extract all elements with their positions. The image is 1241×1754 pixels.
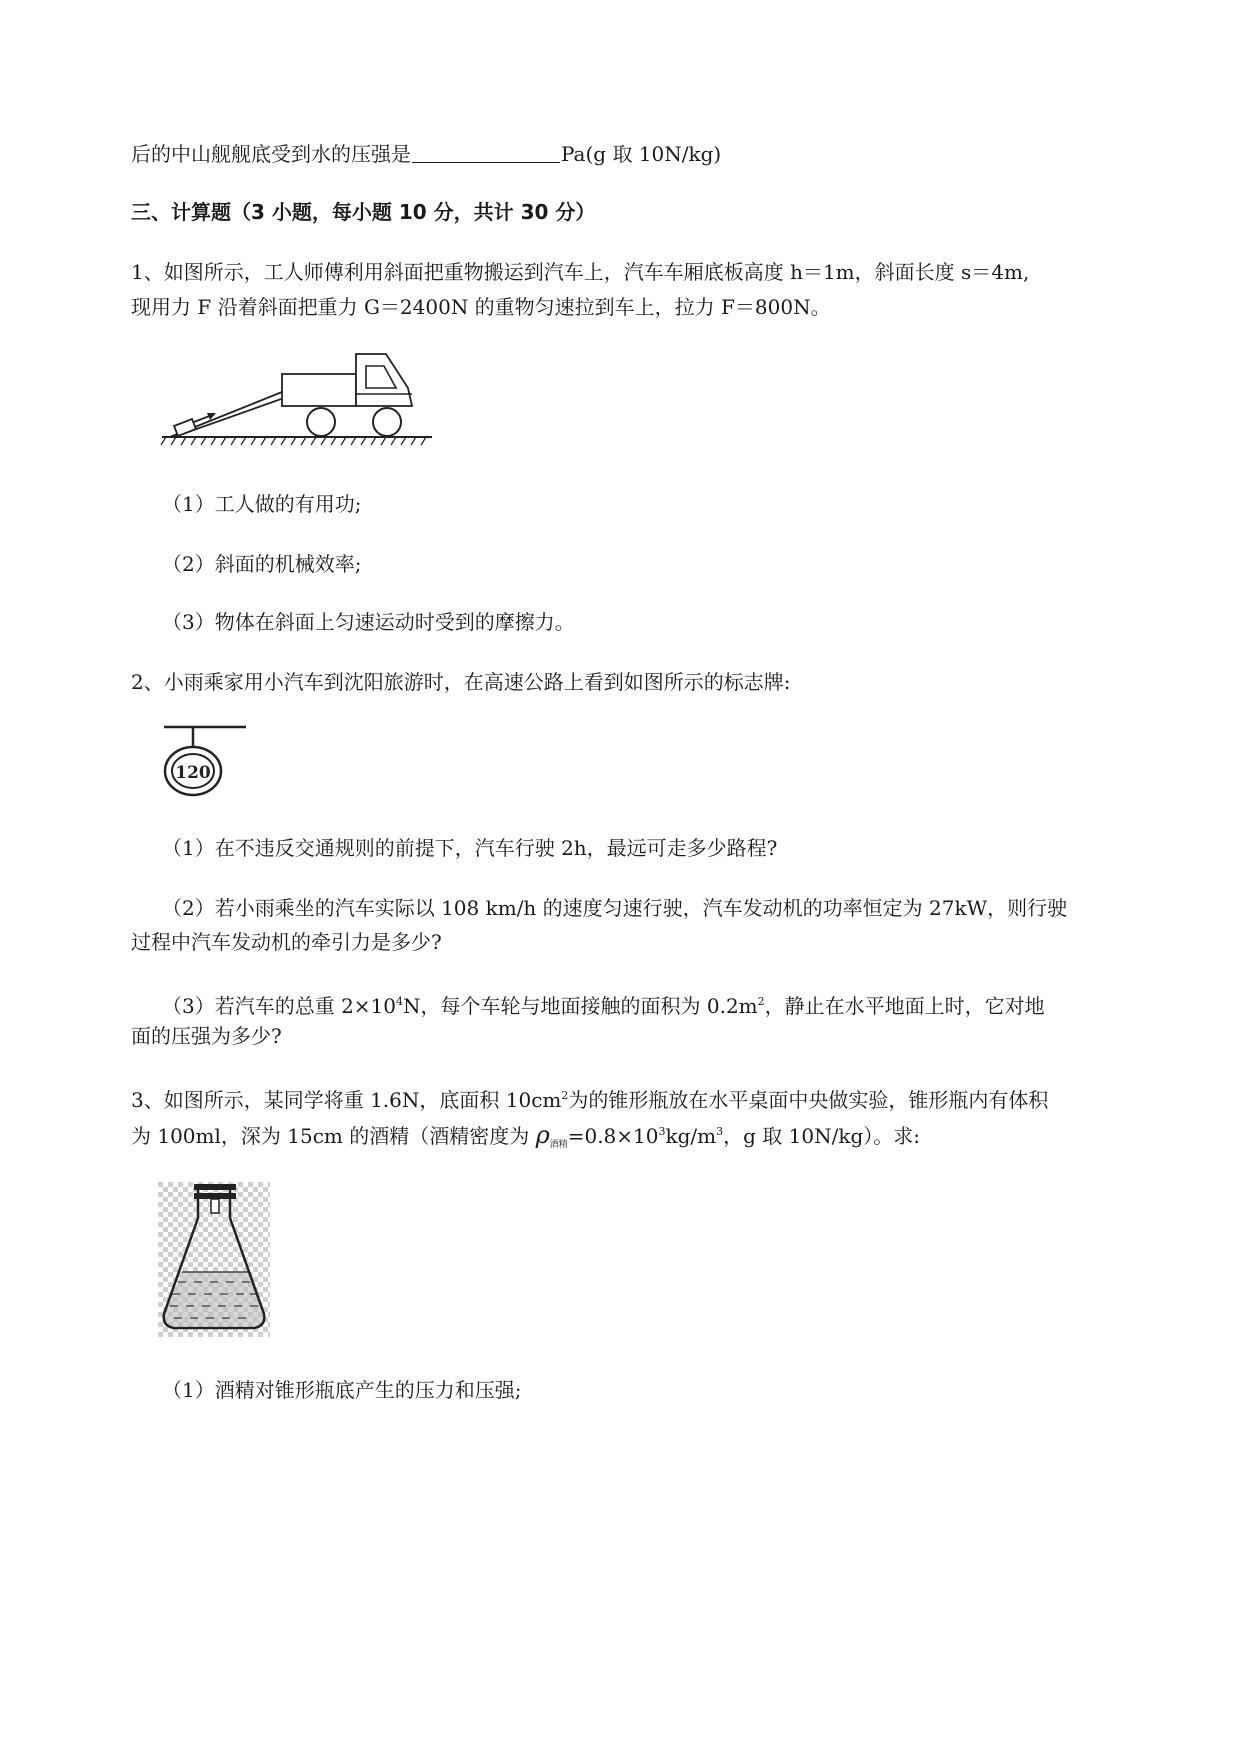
top-line-text: 后的中山舰舰底受到水的压强是 — [131, 142, 411, 166]
rho-symbol: ρ — [535, 1121, 550, 1149]
q2-sub3-text-b: N，每个车轮与地面接触的面积为 0.2m — [403, 994, 758, 1018]
q2-sub1: （1）在不违反交通规则的前提下，汽车行驶 2h，最远可走多少路程? — [162, 836, 778, 860]
answer-blank — [412, 142, 560, 163]
speed-limit-value: 120 — [175, 763, 211, 783]
q3-line1 — [131, 1082, 1048, 1114]
q3-line2-exp: 3 — [658, 1125, 666, 1138]
q3-line2-text-b: =0.8×10 — [567, 1124, 659, 1148]
q1-sub2: （2）斜面的机械效率; — [162, 552, 362, 576]
q3-line2-text-c: kg/m — [665, 1124, 717, 1148]
q2-sub3-text-a: （3）若汽车的总重 2×10 — [162, 994, 397, 1018]
q1-line2: 现用力 F 沿着斜面把重力 G＝2400N 的重物匀速拉到车上，拉力 F＝800N。 — [131, 295, 831, 319]
q2-sub3-exp: 4 — [396, 995, 404, 1008]
q3-line1-exp: 2 — [561, 1089, 569, 1102]
q2-sub3-text-c: ，静止在水平地面上时，它对地 — [764, 994, 1045, 1018]
q2-sub3-exp2: 2 — [757, 995, 765, 1008]
q2-sub3-line2: 面的压强为多少? — [131, 1024, 282, 1048]
conical-flask-figure — [158, 1182, 270, 1337]
q3-line1-text-b: 为的锥形瓶放在水平桌面中央做实验，锥形瓶内有体积 — [568, 1088, 1049, 1112]
q1-line1: 1、如图所示，工人师傅利用斜面把重物搬运到汽车上，汽车车厢底板高度 h＝1m，斜面长度 s＝4m, — [131, 260, 1030, 284]
q3-line2 — [131, 1118, 920, 1159]
q3-line1-text-a: 3、如图所示，某同学将重 1.6N，底面积 10cm — [131, 1088, 562, 1112]
q2-line1: 2、小雨乘家用小汽车到沈阳旅游时，在高速公路上看到如图所示的标志牌: — [131, 670, 791, 694]
q1-sub1: （1）工人做的有用功; — [162, 492, 362, 516]
rho-subscript: 酒精 — [549, 1140, 568, 1150]
speed-limit-sign-figure — [160, 722, 260, 802]
q2-sub2-line1: （2）若小雨乘坐的汽车实际以 108 km/h 的速度匀速行驶，汽车发动机的功率恒定为 27kW，则行驶 — [162, 896, 1068, 920]
section-title: 三、计算题（3 小题，每小题 10 分，共计 30 分） — [131, 200, 596, 224]
q3-line2-exp2: 3 — [716, 1125, 724, 1138]
top-line — [131, 140, 721, 168]
q3-sub1: （1）酒精对锥形瓶底产生的压力和压强; — [162, 1378, 522, 1402]
q3-line2-text-a: 为 100ml，深为 15cm 的酒精（酒精密度为 — [131, 1124, 530, 1148]
q2-sub2-line2: 过程中汽车发动机的牵引力是多少? — [131, 930, 442, 954]
q3-line2-text-d: ，g 取 10N/kg）。求: — [723, 1124, 920, 1148]
truck-ramp-figure — [160, 350, 440, 450]
q1-sub3: （3）物体在斜面上匀速运动时受到的摩擦力。 — [162, 610, 575, 634]
q2-sub3-line1 — [162, 988, 1045, 1020]
top-line-unit: Pa(g 取 10N/kg) — [561, 142, 722, 166]
